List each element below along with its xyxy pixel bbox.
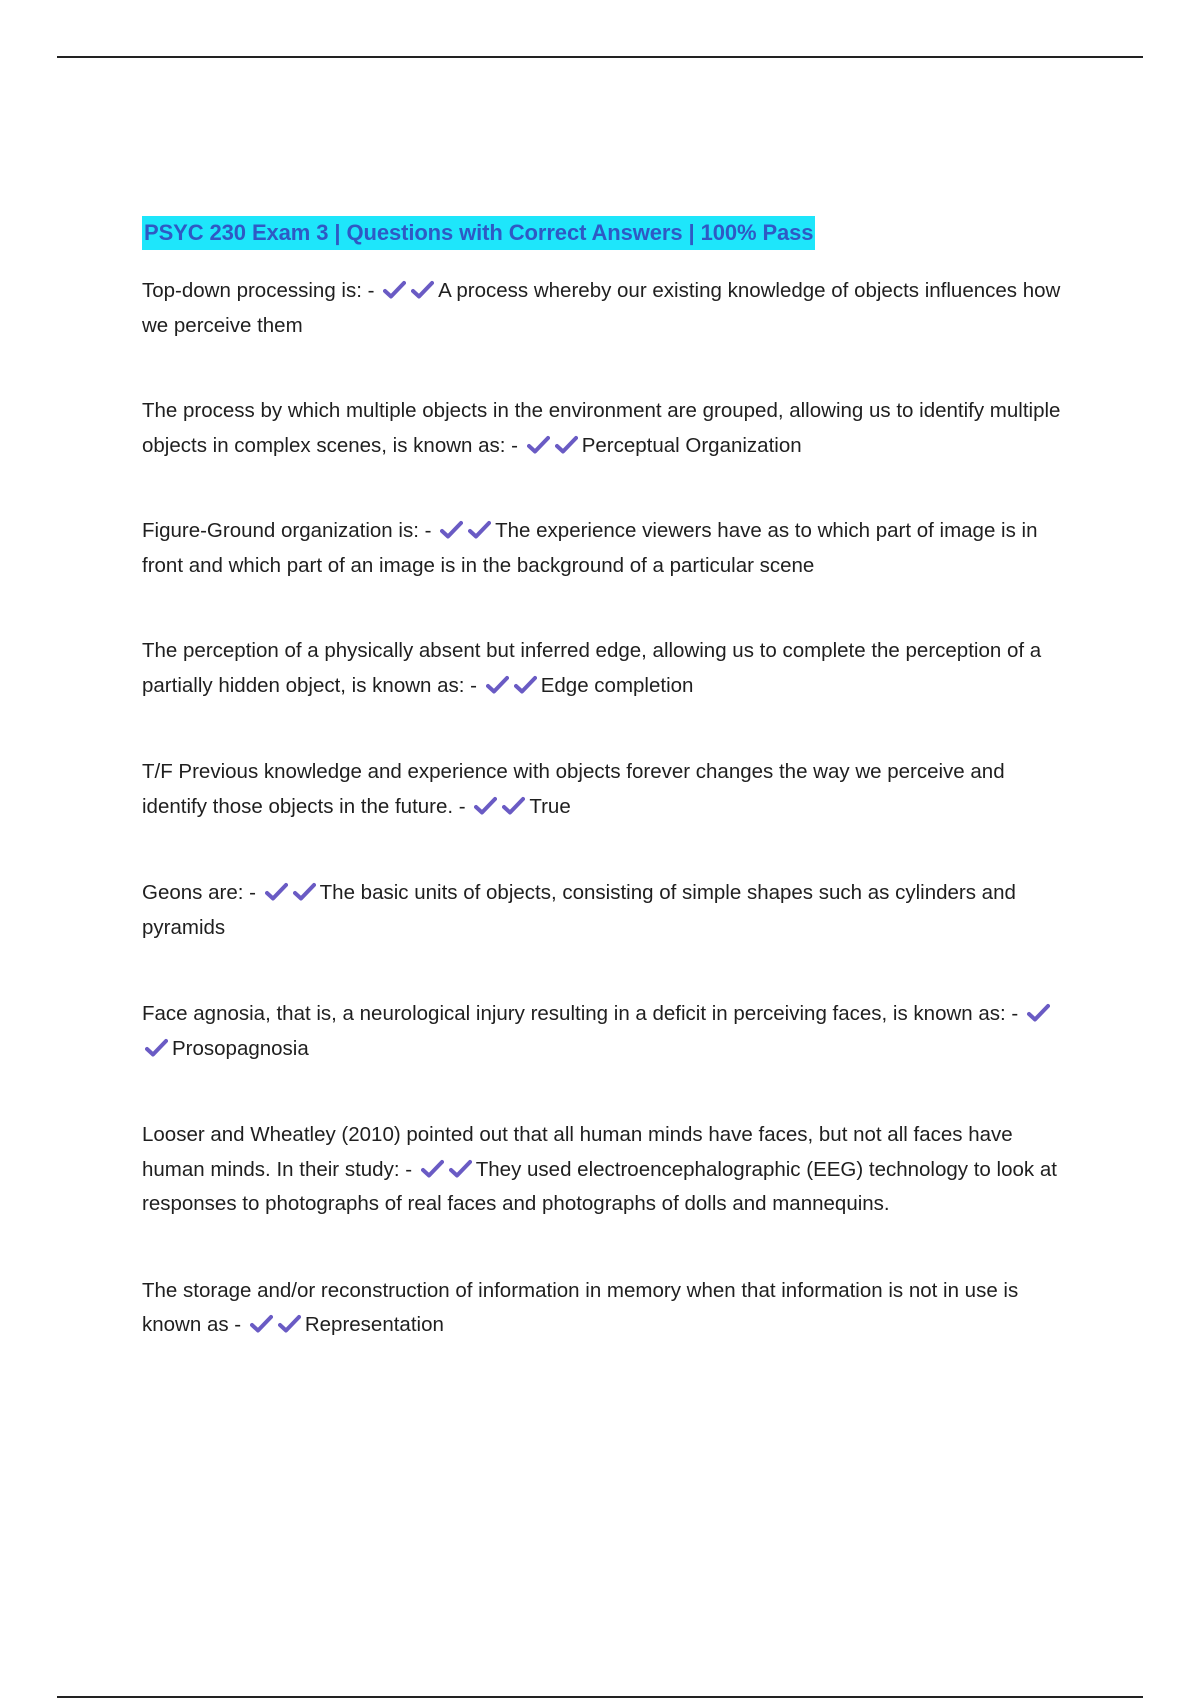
- check-mark-icon: [250, 1314, 273, 1334]
- qa-list: [142, 274, 1062, 1343]
- question-text: Top-down processing is: -: [142, 279, 375, 302]
- check-mark-icon: [514, 675, 537, 695]
- check-mark-icon: [278, 1314, 301, 1334]
- answer-text: Prosopagnosia: [172, 1036, 309, 1060]
- check-mark-icon: [293, 882, 316, 902]
- answer-text: Representation: [304, 1313, 444, 1336]
- qa-item: [142, 634, 1062, 703]
- qa-item: [142, 1274, 1062, 1343]
- header-rule: [57, 56, 1143, 58]
- check-mark-icon: [421, 1159, 444, 1179]
- footer-rule: [57, 1696, 1143, 1698]
- answer-text: The basic units of objects, consisting of simple shapes such as cylinders and pyramids: [142, 881, 1016, 939]
- check-mark-icon: [486, 675, 509, 695]
- qa-item: [142, 274, 1062, 343]
- answer-text: The experience viewers have as to which part of image is in front and which part of an image is in the background of a particular scene: [142, 519, 1038, 577]
- question-text: Looser and Wheatley (2010) pointed out that all human minds have faces, but not all faces have human minds. In their study: -: [142, 1123, 1013, 1181]
- check-mark-icon: [474, 796, 497, 816]
- check-mark-icon: [527, 435, 550, 455]
- qa-item: [142, 997, 1062, 1066]
- check-mark-icon: [1027, 1003, 1050, 1023]
- question-text: Geons are: -: [142, 881, 256, 904]
- check-mark-icon: [440, 520, 463, 540]
- title-line: [142, 216, 1062, 253]
- check-mark-icon: [265, 882, 288, 902]
- check-mark-icon: [502, 796, 525, 816]
- qa-item: [142, 876, 1062, 945]
- check-mark-icon: [383, 280, 406, 300]
- answer-text: They used electroencephalographic (EEG) technology to look at responses to photographs of real faces and photographs of dolls and mannequins.: [142, 1157, 1057, 1215]
- document-title: PSYC 230 Exam 3 | Questions with Correct Answers | 100% Pass: [142, 216, 815, 250]
- question-text: Figure-Ground organization is: -: [142, 519, 432, 542]
- question-text: Face agnosia, that is, a neurological injury resulting in a deficit in perceiving faces, is known as: -: [142, 1002, 1019, 1025]
- check-mark-icon: [411, 280, 434, 300]
- qa-item: [142, 755, 1062, 824]
- check-mark-icon: [468, 520, 491, 540]
- check-mark-icon: [145, 1038, 168, 1058]
- check-mark-icon: [555, 435, 578, 455]
- document-body: [142, 216, 1062, 1343]
- check-mark-icon: [449, 1159, 472, 1179]
- qa-item: [142, 1118, 1062, 1222]
- answer-text: Edge completion: [540, 673, 694, 697]
- answer-text: Perceptual Organization: [581, 433, 802, 457]
- qa-item: [142, 514, 1062, 583]
- question-text: The process by which multiple objects in the environment are grouped, allowing us to identify multiple objects in complex scenes, is known as: -: [142, 399, 1061, 457]
- answer-text: A process whereby our existing knowledge of objects influences how we perceive them: [142, 279, 1061, 337]
- question-text: The perception of a physically absent but inferred edge, allowing us to complete the perception of a partially hidden object, is known as: -: [142, 639, 1042, 697]
- qa-item: [142, 394, 1062, 463]
- question-text: T/F Previous knowledge and experience with objects forever changes the way we perceive and identify those objects in the future. -: [142, 760, 1005, 818]
- answer-text: True: [529, 794, 571, 818]
- question-text: The storage and/or reconstruction of information in memory when that information is not in use is known as -: [142, 1278, 1019, 1336]
